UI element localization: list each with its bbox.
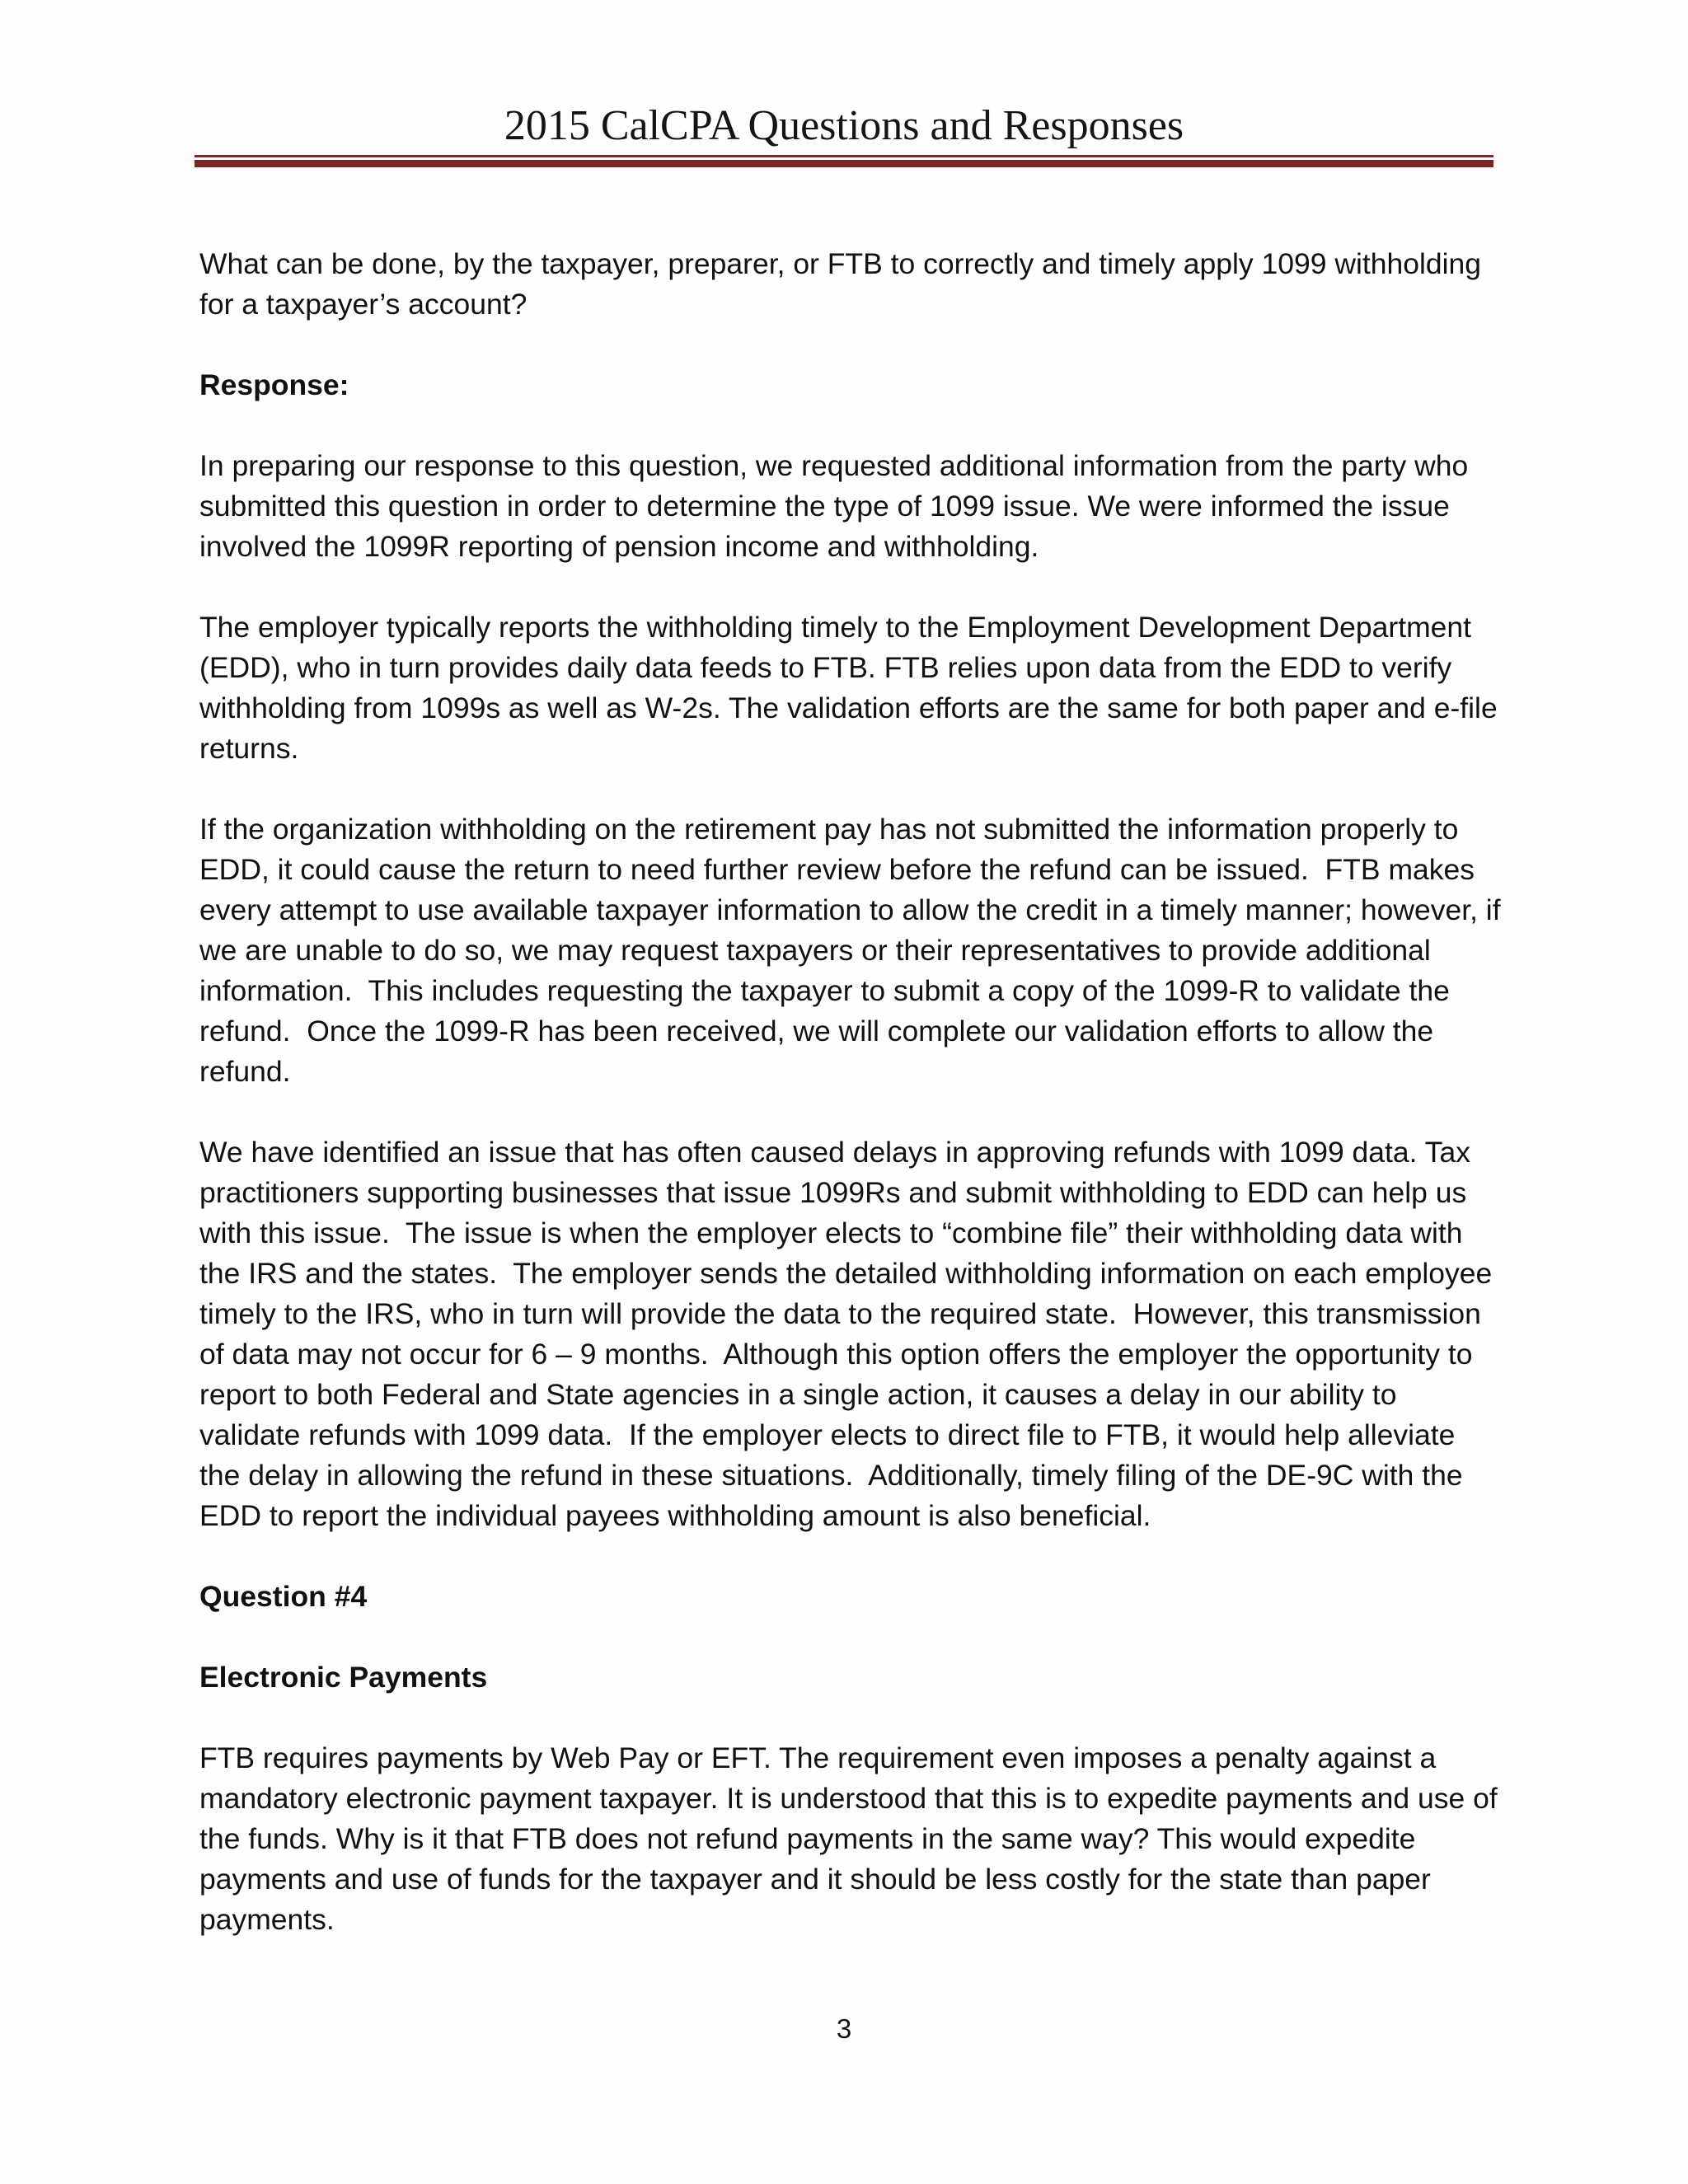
question-text-paragraph: What can be done, by the taxpayer, preparer, or FTB to correctly and timely apply 1099 withholding for a taxpayer’s account?	[199, 247, 1489, 321]
page-header-title: 2015 CalCPA Questions and Responses	[504, 102, 1184, 149]
header-rule-thick	[195, 160, 1493, 167]
question-number-heading: Question #4	[199, 1580, 368, 1613]
response-heading: Response:	[199, 368, 349, 401]
response-paragraph-1: In preparing our response to this question, we requested additional information from the party who submitted this question in order to determine the type of 1099 issue. We were informed the issue involved the 1099R reporting of pension income and withholding.	[199, 449, 1477, 563]
response-paragraph-4: We have identified an issue that has often caused delays in approving refunds with 1099 data. Tax practitioners supporting businesses that issue 1099Rs and submit withholding to EDD can help us with this issue. The issue is when the employer elects to “combine file” their withholding data with the IRS and the states. The employer sends the detailed withholding information on each employee timely to the IRS, who in turn will provide the data to the required state. However, this transmission of data may not occur for 6 – 9 months. Although this option offers the employer the opportunity to report to both Federal and State agencies in a single action, it causes a delay in our ability to validate refunds with 1099 data. If the employer elects to direct file to FTB, it would help alleviate the delay in allowing the refund in these situations. Additionally, timely filing of the DE-9C with the EDD to report the individual payees withholding amount is also beneficial.	[199, 1136, 1501, 1532]
question-4-paragraph: FTB requires payments by Web Pay or EFT. The requirement even imposes a penalty against a mandatory electronic payment taxpayer. It is understood that this is to expedite payments and use of the funds. Why is it that FTB does not refund payments in the same way? This would expedite payments and use of funds for the taxpayer and it should be less costly for the state than paper payments.	[199, 1741, 1506, 1936]
page-number: 3	[836, 2013, 852, 2044]
document-body	[199, 244, 1509, 1940]
header-rule-thin	[195, 155, 1493, 157]
response-paragraph-2: The employer typically reports the withholding timely to the Employment Development Department (EDD), who in turn provides daily data feeds to FTB. FTB relies upon data from the EDD to verify withholding from 1099s as well as W-2s. The validation efforts are the same for both paper and e-file returns.	[199, 611, 1506, 765]
question-topic-heading: Electronic Payments	[199, 1661, 488, 1694]
response-paragraph-3: If the organization withholding on the retirement pay has not submitted the information properly to EDD, it could cause the return to need further review before the refund can be issued. FTB makes every attempt to use available taxpayer information to allow the credit in a timely manner; however, if we are unable to do so, we may request taxpayers or their representatives to provide additional information. This includes requesting the taxpayer to submit a copy of the 1099-R to validate the refund. Once the 1099-R has been received, we will complete our validation efforts to allow the refund.	[199, 813, 1509, 1088]
